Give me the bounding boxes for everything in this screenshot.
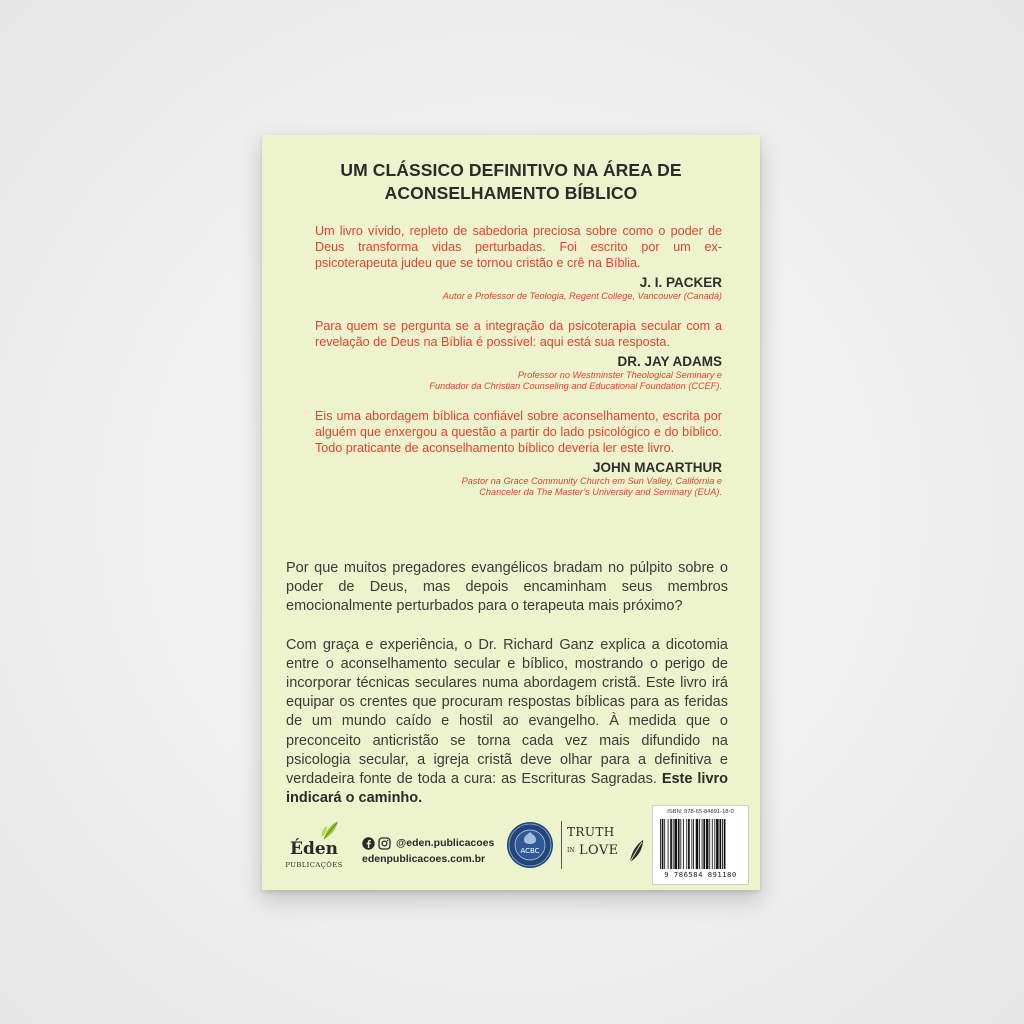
facebook-icon[interactable]: [362, 837, 375, 850]
endorsement-role: Pastor na Grace Community Church em Sun Valley, Califórnia e: [461, 475, 722, 486]
publisher-subtitle: PUBLICAÇÕES: [285, 861, 343, 869]
barcode-bar: [678, 819, 680, 869]
barcode-bar: [691, 819, 692, 869]
endorsement-text: Um livro vívido, repleto de sabedoria preciosa sobre como o poder de Deus transforma vidas perturbadas. Foi escrito por um ex-psicoterapeuta judeu que se tornou cristão e crê na Bíblia.: [315, 224, 722, 270]
cover-title-line-1: UM CLÁSSICO DEFINITIVO NA ÁREA DE: [340, 160, 682, 180]
social-handle: @eden.publicacoes: [396, 837, 495, 849]
endorsement-author: J. I. PACKER: [639, 275, 722, 290]
truth-in-love-logo: [567, 823, 645, 869]
barcode-bar: [683, 819, 684, 869]
cover-footer: [262, 801, 760, 881]
social-links: [362, 835, 494, 851]
publisher-name: Éden: [289, 839, 339, 859]
barcode-digits: 9 786584 891180: [664, 870, 737, 879]
barcode-bar: [714, 819, 715, 869]
barcode-bar: [703, 819, 705, 869]
endorsement-text: Para quem se pergunta se a integração da psicoterapia secular com a revelação de Deus na Bíblia é possível: aqui está sua resposta.: [315, 318, 722, 349]
synopsis-paragraph-2-text: Com graça e experiência, o Dr. Richard Ganz explica a dicotomia entre o aconselhamento secular e bíblico, mostrando o perigo de incorporar técnicas seculares numa abordagem cristã. Este livro irá equipar os crentes que procuram respostas bíblicas para as feridas de um mundo caído e hostil ao evangelho. À medida que o preconceito anticristão se torna cada vez mais difundido na psicologia secular, a igreja cristã deve olhar para a definitiva e verdadeira fonte de toda a cura: as Escrituras Sagradas.: [286, 636, 728, 788]
barcode-bar: [686, 819, 687, 869]
barcode-bar: [699, 819, 700, 869]
barcode-bar: [720, 819, 722, 869]
barcode-bar: [724, 819, 726, 869]
barcode-bar: [712, 819, 713, 869]
footer-divider: [561, 821, 562, 869]
synopsis-paragraph-1: Por que muitos pregadores evangélicos bradam no púlpito sobre o poder de Deus, mas depois encaminham seus membros emocionalmente perturbados para o terapeuta mais próximo?: [286, 560, 728, 615]
publisher-website: edenpublicacoes.com.br: [362, 853, 486, 865]
synopsis-closing-line: Este livro indicará o caminho.: [286, 771, 729, 807]
endorsements: [315, 223, 722, 514]
leaf-icon: [320, 819, 342, 841]
barcode-bars: [660, 819, 741, 869]
endorsement-adams: [315, 318, 722, 393]
barcode-bar: [664, 819, 665, 869]
barcode-bar: [662, 819, 664, 869]
synopsis: [286, 559, 728, 827]
barcode-bar: [674, 819, 677, 869]
barcode-bar: [696, 819, 699, 869]
barcode-bar: [693, 819, 694, 869]
acbc-seal-icon: [506, 821, 554, 869]
isbn-label: ISBN: 978-65-84891-18-0: [667, 809, 734, 815]
barcode-bar: [702, 819, 703, 869]
leaf-icon: [627, 839, 645, 863]
barcode-bar: [660, 819, 661, 869]
book-back-cover: [262, 135, 760, 890]
acbc-label: ACBC: [520, 847, 540, 855]
endorsement-packer: [315, 223, 722, 303]
barcode-bar: [716, 819, 719, 869]
truth-line-2: LOVE: [579, 843, 619, 858]
truth-line-1: TRUTH: [567, 825, 615, 839]
barcode-bar: [680, 819, 681, 869]
isbn-barcode: [652, 805, 749, 885]
endorsement-macarthur: [315, 408, 722, 499]
endorsement-author: JOHN MACARTHUR: [593, 459, 722, 475]
barcode-bar: [688, 819, 690, 869]
eden-publisher-logo: [282, 819, 352, 871]
synopsis-paragraph-2: [286, 636, 728, 809]
cover-title: [262, 159, 760, 205]
barcode-bar: [668, 819, 669, 869]
barcode-bar: [722, 819, 723, 869]
barcode-bar: [673, 819, 674, 869]
barcode-bar: [706, 819, 709, 869]
truth-in: IN: [567, 847, 575, 854]
endorsement-role: Professor no Westminster Theological Seminary e: [517, 369, 722, 380]
endorsement-role: Fundador da Christian Counseling and Educational Foundation (CCEF).: [429, 381, 722, 391]
barcode-bar: [709, 819, 710, 869]
endorsement-author: DR. JAY ADAMS: [617, 353, 722, 369]
cover-title-line-2: ACONSELHAMENTO BÍBLICO: [384, 183, 638, 203]
endorsement-role: Chanceler da The Master’s University and Seminary (EUA).: [479, 487, 722, 497]
instagram-icon[interactable]: [378, 837, 391, 850]
barcode-bar: [670, 819, 672, 869]
endorsement-text: Eis uma abordagem bíblica confiável sobre aconselhamento, escrita por alguém que enxergou a questão a partir do lado psicológico e do bíblico. Todo praticante de aconselhamento bíblico deveria ler este livro.: [315, 408, 722, 455]
endorsement-role: Autor e Professor de Teologia, Regent College, Vancouver (Canadá): [442, 291, 722, 301]
